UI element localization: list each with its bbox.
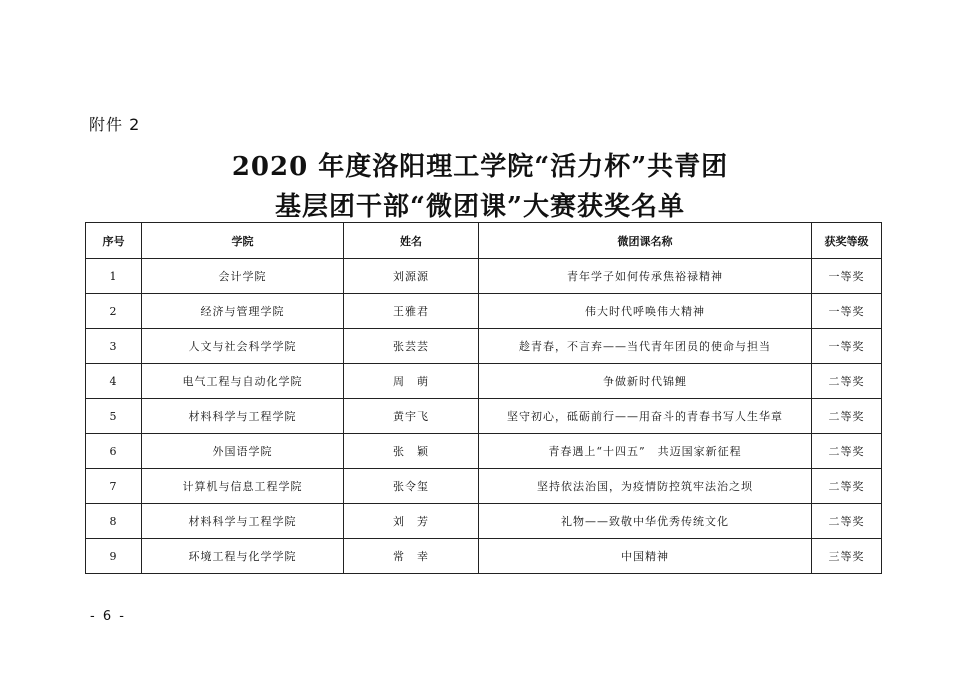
cell-college: 人文与社会科学学院 bbox=[142, 329, 344, 364]
cell-lesson-title: 礼物——致敬中华优秀传统文化 bbox=[479, 504, 812, 539]
cell-lesson-title: 坚持依法治国，为疫情防控筑牢法治之坝 bbox=[479, 469, 812, 504]
table-row bbox=[86, 329, 882, 364]
table-row bbox=[86, 434, 882, 469]
cell-name: 张 颖 bbox=[344, 434, 479, 469]
table-row bbox=[86, 539, 882, 574]
cell-lesson-title: 青春遇上“十四五” 共迈国家新征程 bbox=[479, 434, 812, 469]
header-index: 序号 bbox=[86, 223, 142, 259]
cell-award-level: 一等奖 bbox=[812, 259, 882, 294]
header-name: 姓名 bbox=[344, 223, 479, 259]
page-number: - 6 - bbox=[90, 609, 126, 624]
cell-name: 张芸芸 bbox=[344, 329, 479, 364]
cell-award-level: 一等奖 bbox=[812, 294, 882, 329]
header-award-level: 获奖等级 bbox=[812, 223, 882, 259]
cell-college: 会计学院 bbox=[142, 259, 344, 294]
table-row bbox=[86, 294, 882, 329]
cell-college: 材料科学与工程学院 bbox=[142, 504, 344, 539]
cell-index: 9 bbox=[86, 539, 142, 574]
cell-index: 4 bbox=[86, 364, 142, 399]
table-row bbox=[86, 364, 882, 399]
table-header-row bbox=[86, 223, 882, 259]
cell-name: 常 幸 bbox=[344, 539, 479, 574]
cell-name: 周 萌 bbox=[344, 364, 479, 399]
cell-index: 8 bbox=[86, 504, 142, 539]
cell-index: 3 bbox=[86, 329, 142, 364]
cell-award-level: 三等奖 bbox=[812, 539, 882, 574]
cell-lesson-title: 青年学子如何传承焦裕禄精神 bbox=[479, 259, 812, 294]
cell-college: 材料科学与工程学院 bbox=[142, 399, 344, 434]
award-list-table bbox=[85, 222, 882, 574]
cell-college: 外国语学院 bbox=[142, 434, 344, 469]
attachment-label: 附件 2 bbox=[89, 115, 141, 134]
cell-index: 2 bbox=[86, 294, 142, 329]
cell-lesson-title: 伟大时代呼唤伟大精神 bbox=[479, 294, 812, 329]
header-college: 学院 bbox=[142, 223, 344, 259]
cell-index: 6 bbox=[86, 434, 142, 469]
cell-college: 电气工程与自动化学院 bbox=[142, 364, 344, 399]
cell-name: 黄宇飞 bbox=[344, 399, 479, 434]
cell-college: 经济与管理学院 bbox=[142, 294, 344, 329]
table-row bbox=[86, 504, 882, 539]
cell-name: 张令玺 bbox=[344, 469, 479, 504]
cell-award-level: 二等奖 bbox=[812, 434, 882, 469]
cell-award-level: 二等奖 bbox=[812, 504, 882, 539]
cell-award-level: 二等奖 bbox=[812, 469, 882, 504]
table-row bbox=[86, 259, 882, 294]
cell-index: 7 bbox=[86, 469, 142, 504]
cell-name: 刘 芳 bbox=[344, 504, 479, 539]
cell-award-level: 一等奖 bbox=[812, 329, 882, 364]
cell-college: 计算机与信息工程学院 bbox=[142, 469, 344, 504]
cell-name: 刘源源 bbox=[344, 259, 479, 294]
cell-index: 5 bbox=[86, 399, 142, 434]
cell-college: 环境工程与化学学院 bbox=[142, 539, 344, 574]
cell-index: 1 bbox=[86, 259, 142, 294]
document-title-line-2: 基层团干部“微团课”大赛获奖名单 bbox=[275, 192, 685, 222]
cell-lesson-title: 争做新时代锦鲤 bbox=[479, 364, 812, 399]
cell-lesson-title: 中国精神 bbox=[479, 539, 812, 574]
cell-lesson-title: 趁青春，不言弃——当代青年团员的使命与担当 bbox=[479, 329, 812, 364]
table-row bbox=[86, 399, 882, 434]
cell-name: 王雅君 bbox=[344, 294, 479, 329]
table-row bbox=[86, 469, 882, 504]
cell-award-level: 二等奖 bbox=[812, 399, 882, 434]
cell-award-level: 二等奖 bbox=[812, 364, 882, 399]
header-lesson-title: 微团课名称 bbox=[479, 223, 812, 259]
cell-lesson-title: 坚守初心，砥砺前行——用奋斗的青春书写人生华章 bbox=[479, 399, 812, 434]
document-title-line-1: 2020 年度洛阳理工学院“活力杯”共青团 bbox=[231, 152, 729, 182]
